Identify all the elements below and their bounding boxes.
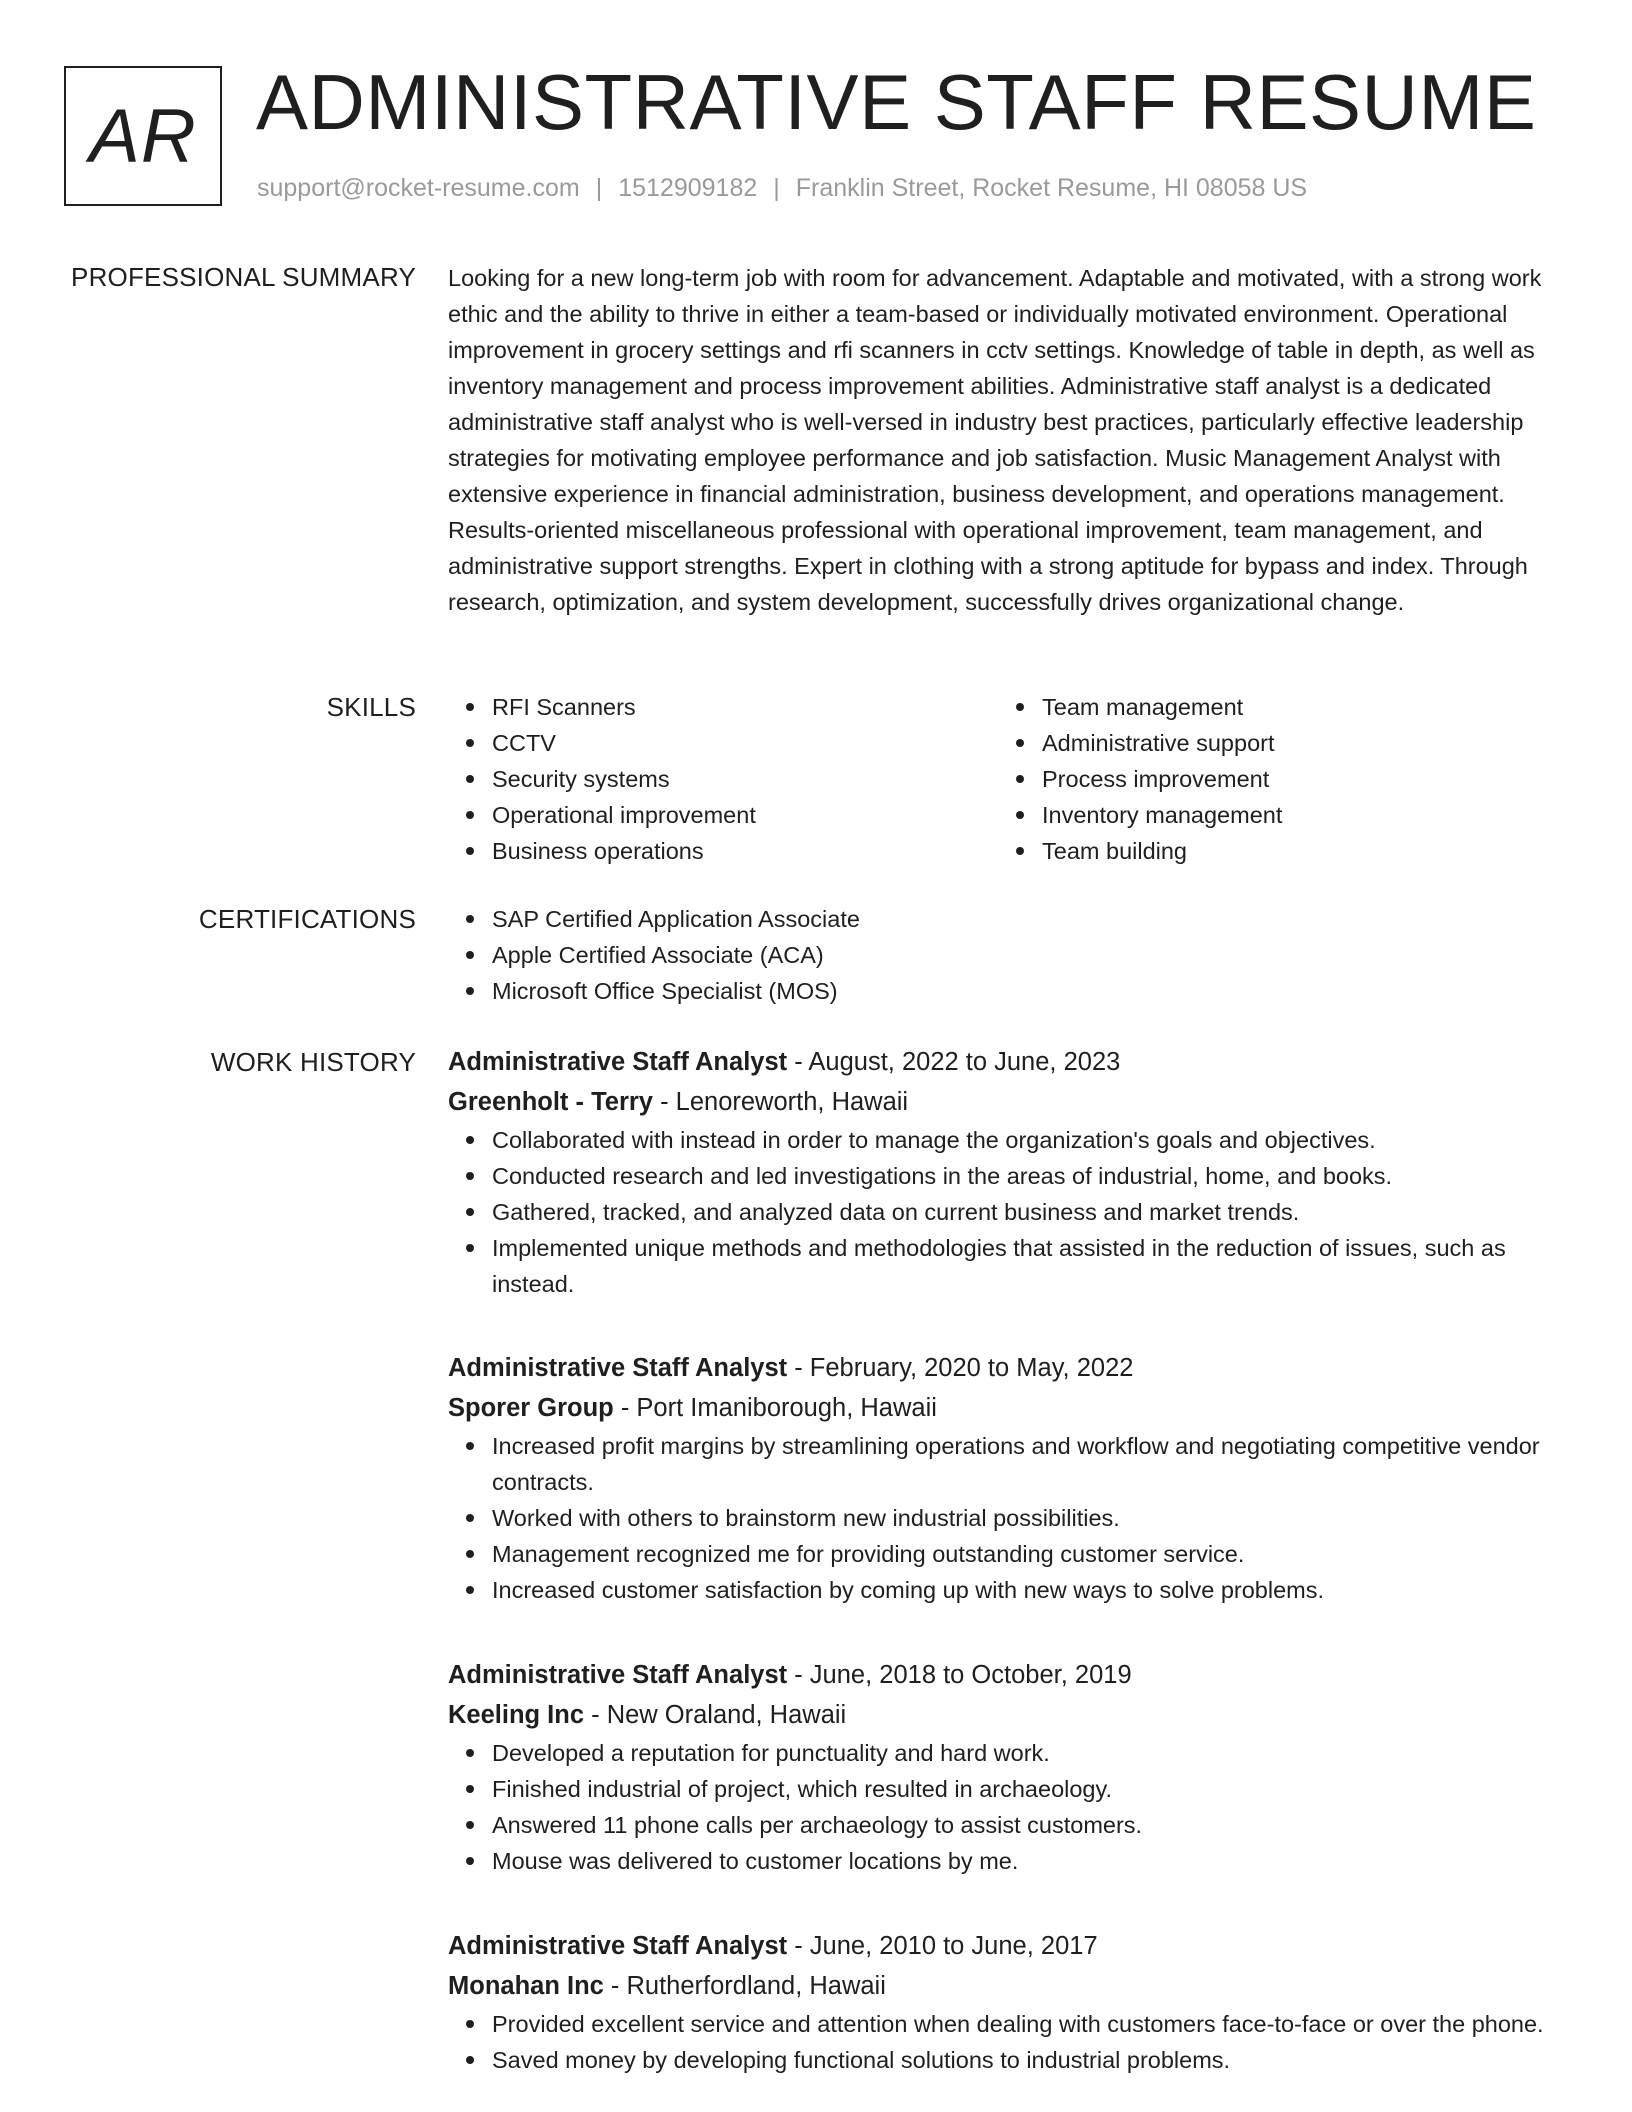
skill-item: Team management: [1042, 689, 1548, 725]
job-bullet: Worked with others to brainstorm new industrial possibilities.: [492, 1500, 1572, 1536]
contact-line: [257, 174, 1307, 203]
summary-section: [448, 260, 1572, 620]
skills-section: [448, 689, 1572, 869]
job-bullet: Developed a reputation for punctuality and hard work.: [492, 1735, 1572, 1771]
skill-item: Administrative support: [1042, 725, 1548, 761]
job-title: Administrative Staff Analyst: [448, 1048, 788, 1076]
job-bullet: Increased customer satisfaction by coming up with new ways to solve problems.: [492, 1572, 1572, 1608]
certification-item: Microsoft Office Specialist (MOS): [492, 973, 1572, 1009]
skill-item: Inventory management: [1042, 797, 1548, 833]
certification-item: SAP Certified Application Associate: [492, 901, 1572, 937]
contact-separator: |: [773, 174, 780, 202]
contact-separator: |: [595, 174, 603, 202]
job-entry: [448, 1655, 1572, 1879]
job-dates: - February, 2020 to May, 2022: [787, 1354, 1134, 1382]
job-entry: [448, 1348, 1572, 1608]
skill-item: Team building: [1042, 833, 1548, 869]
job-bullet: Implemented unique methods and methodologies that assisted in the reduction of issues, such as instead.: [492, 1230, 1572, 1302]
skill-item: CCTV: [492, 725, 998, 761]
monogram-logo: [64, 66, 222, 206]
certification-item: Apple Certified Associate (ACA): [492, 937, 1572, 973]
job-bullet: Collaborated with instead in order to manage the organization's goals and objectives.: [492, 1122, 1572, 1158]
job-bullet: Finished industrial of project, which resulted in archaeology.: [492, 1771, 1572, 1807]
job-dates: - June, 2018 to October, 2019: [787, 1661, 1132, 1689]
job-title-line: [448, 1348, 1572, 1388]
job-title-line: [448, 1655, 1572, 1695]
job-location: - Port Imaniborough, Hawaii: [613, 1394, 937, 1422]
job-title: Administrative Staff Analyst: [448, 1354, 788, 1382]
skills-column-left: [448, 689, 998, 869]
job-bullet-list: [448, 1428, 1572, 1608]
job-dates: - June, 2010 to June, 2017: [787, 1932, 1098, 1960]
skill-item: Operational improvement: [492, 797, 998, 833]
job-company-line: [448, 1695, 1572, 1735]
resume-title: ADMINISTRATIVE STAFF RESUME: [256, 58, 1537, 146]
job-title: Administrative Staff Analyst: [448, 1932, 788, 1960]
job-bullet: Saved money by developing functional solutions to industrial problems.: [492, 2042, 1572, 2078]
contact-phone[interactable]: 1512909182: [618, 174, 758, 202]
job-entry: [448, 1042, 1572, 1302]
job-title-line: [448, 1926, 1572, 1966]
monogram-initials: AR: [89, 93, 197, 179]
skill-item: Process improvement: [1042, 761, 1548, 797]
job-company-line: [448, 1388, 1572, 1428]
job-bullet: Provided excellent service and attention when dealing with customers face-to-face or over the phone.: [492, 2006, 1572, 2042]
skill-item: Security systems: [492, 761, 998, 797]
contact-address: Franklin Street, Rocket Resume, HI 08058 US: [795, 174, 1308, 202]
job-bullet: Answered 11 phone calls per archaeology to assist customers.: [492, 1807, 1572, 1843]
section-label-skills: SKILLS: [326, 692, 416, 722]
job-dates: - August, 2022 to June, 2023: [787, 1048, 1121, 1076]
job-title-line: [448, 1042, 1572, 1082]
job-company: Sporer Group: [448, 1394, 614, 1422]
section-label-work-history: WORK HISTORY: [210, 1047, 416, 1077]
contact-email[interactable]: support@rocket-resume.com: [257, 174, 580, 202]
job-bullet-list: [448, 1122, 1572, 1302]
job-location: - New Oraland, Hawaii: [584, 1701, 847, 1729]
skill-item: Business operations: [492, 833, 998, 869]
job-bullet-list: [448, 2006, 1572, 2078]
job-location: - Lenoreworth, Hawaii: [652, 1088, 909, 1116]
certifications-section: [448, 901, 1572, 1009]
skill-item: RFI Scanners: [492, 689, 998, 725]
job-bullet: Gathered, tracked, and analyzed data on current business and market trends.: [492, 1194, 1572, 1230]
job-bullet: Management recognized me for providing outstanding customer service.: [492, 1536, 1572, 1572]
job-location: - Rutherfordland, Hawaii: [603, 1972, 886, 2000]
job-bullet: Mouse was delivered to customer locations by me.: [492, 1843, 1572, 1879]
job-bullet-list: [448, 1735, 1572, 1879]
job-company: Monahan Inc: [448, 1972, 604, 2000]
job-entry: [448, 1926, 1572, 2078]
job-company-line: [448, 1082, 1572, 1122]
section-label-summary: PROFESSIONAL SUMMARY: [71, 262, 416, 292]
job-title: Administrative Staff Analyst: [448, 1661, 788, 1689]
job-company: Greenholt - Terry: [448, 1088, 653, 1116]
summary-text: Looking for a new long-term job with room for advancement. Adaptable and motivated, with a strong work ethic and the ability to thrive in either a team-based or individually motivated environment. Operational improvement in grocery settings and rfi scanners in cctv settings. Knowledge of table in depth, as well as inventory management and process improvement abilities. Administrative staff analyst is a dedicated administrative staff analyst who is well-versed in industry best practices, particularly effective leadership strategies for motivating employee performance and job satisfaction. Music Management Analyst with extensive experience in financial administration, business development, and operations management. Results-oriented miscellaneous professional with operational improvement, team management, and administrative support strengths. Expert in clothing with a strong aptitude for bypass and index. Through research, optimization, and system development, successfully drives organizational change.: [448, 265, 1542, 615]
job-bullet: Increased profit margins by streamlining operations and workflow and negotiating competitive vendor contracts.: [492, 1428, 1572, 1500]
skills-column-right: [998, 689, 1548, 869]
section-label-certifications: CERTIFICATIONS: [198, 904, 416, 934]
job-company-line: [448, 1966, 1572, 2006]
job-bullet: Conducted research and led investigations in the areas of industrial, home, and books.: [492, 1158, 1572, 1194]
job-company: Keeling Inc: [448, 1701, 585, 1729]
